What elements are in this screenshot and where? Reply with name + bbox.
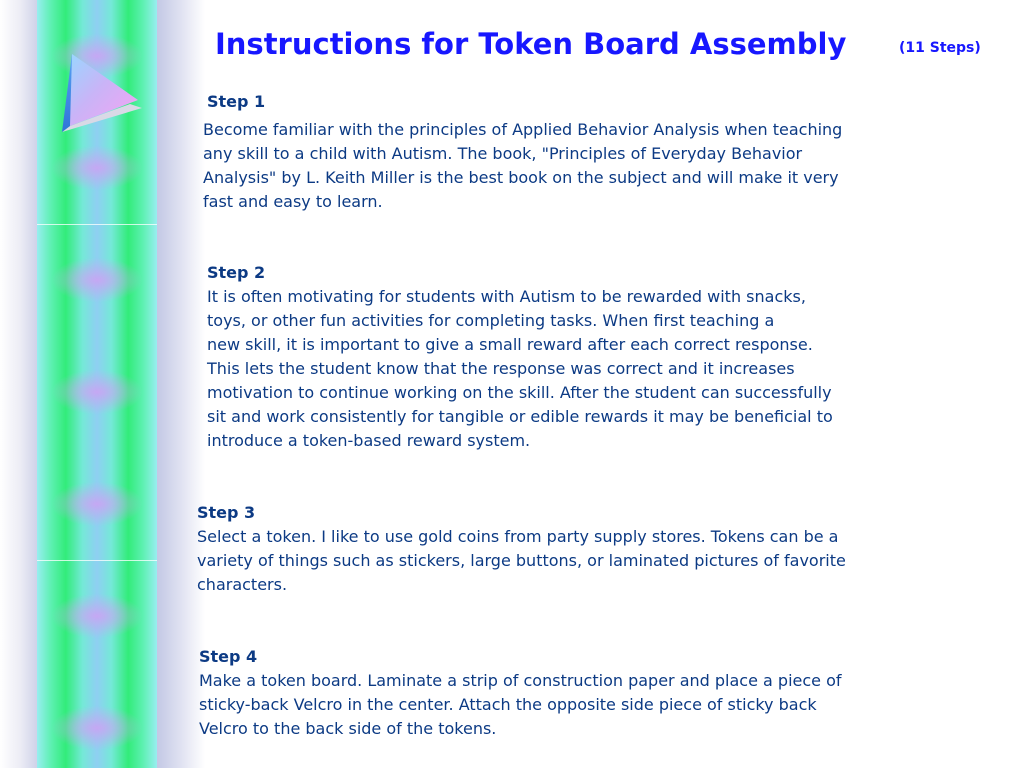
step-2-section xyxy=(207,261,997,453)
tile-divider xyxy=(37,560,157,561)
step-heading: Step 2 xyxy=(207,263,266,282)
step-3-section xyxy=(197,501,997,597)
step-body: Become familiar with the principles of Applied Behavior Analysis when teaching any skill to a child with Autism. The book, "Principles of Everyday Behavior Analysis" by L. Keith Miller is the best book on the subject and will make it very fast and easy to learn. xyxy=(203,120,843,211)
tile-divider xyxy=(37,224,157,225)
page-title: Instructions for Token Board Assembly xyxy=(215,27,847,61)
step-heading: Step 3 xyxy=(197,503,256,522)
step-1-section xyxy=(203,90,993,214)
step-count-label: (11 Steps) xyxy=(899,40,981,56)
step-body: It is often motivating for students with Autism to be rewarded with snacks, toys, or other fun activities for completing tasks. When first teaching a new skill, it is important to give a small reward after each correct response. This lets the student know that the response was correct and it increases motivation to continue working on the skill. After the student can successfully sit and work consistently for tangible or edible rewards it may be beneficial to introduce a token-based reward system. xyxy=(207,287,833,450)
step-body: Make a token board. Laminate a strip of construction paper and place a piece of sticky-back Velcro in the center. Attach the opposite side piece of sticky back Velcro to the back side of the tokens. xyxy=(199,671,842,738)
step-heading: Step 4 xyxy=(199,647,258,666)
triangle-icon xyxy=(60,52,148,140)
step-body: Select a token. I like to use gold coins from party supply stores. Tokens can be a variety of things such as stickers, large buttons, or laminated pictures of favorite characters. xyxy=(197,527,846,594)
step-4-section xyxy=(199,645,999,741)
step-heading: Step 1 xyxy=(207,92,266,111)
